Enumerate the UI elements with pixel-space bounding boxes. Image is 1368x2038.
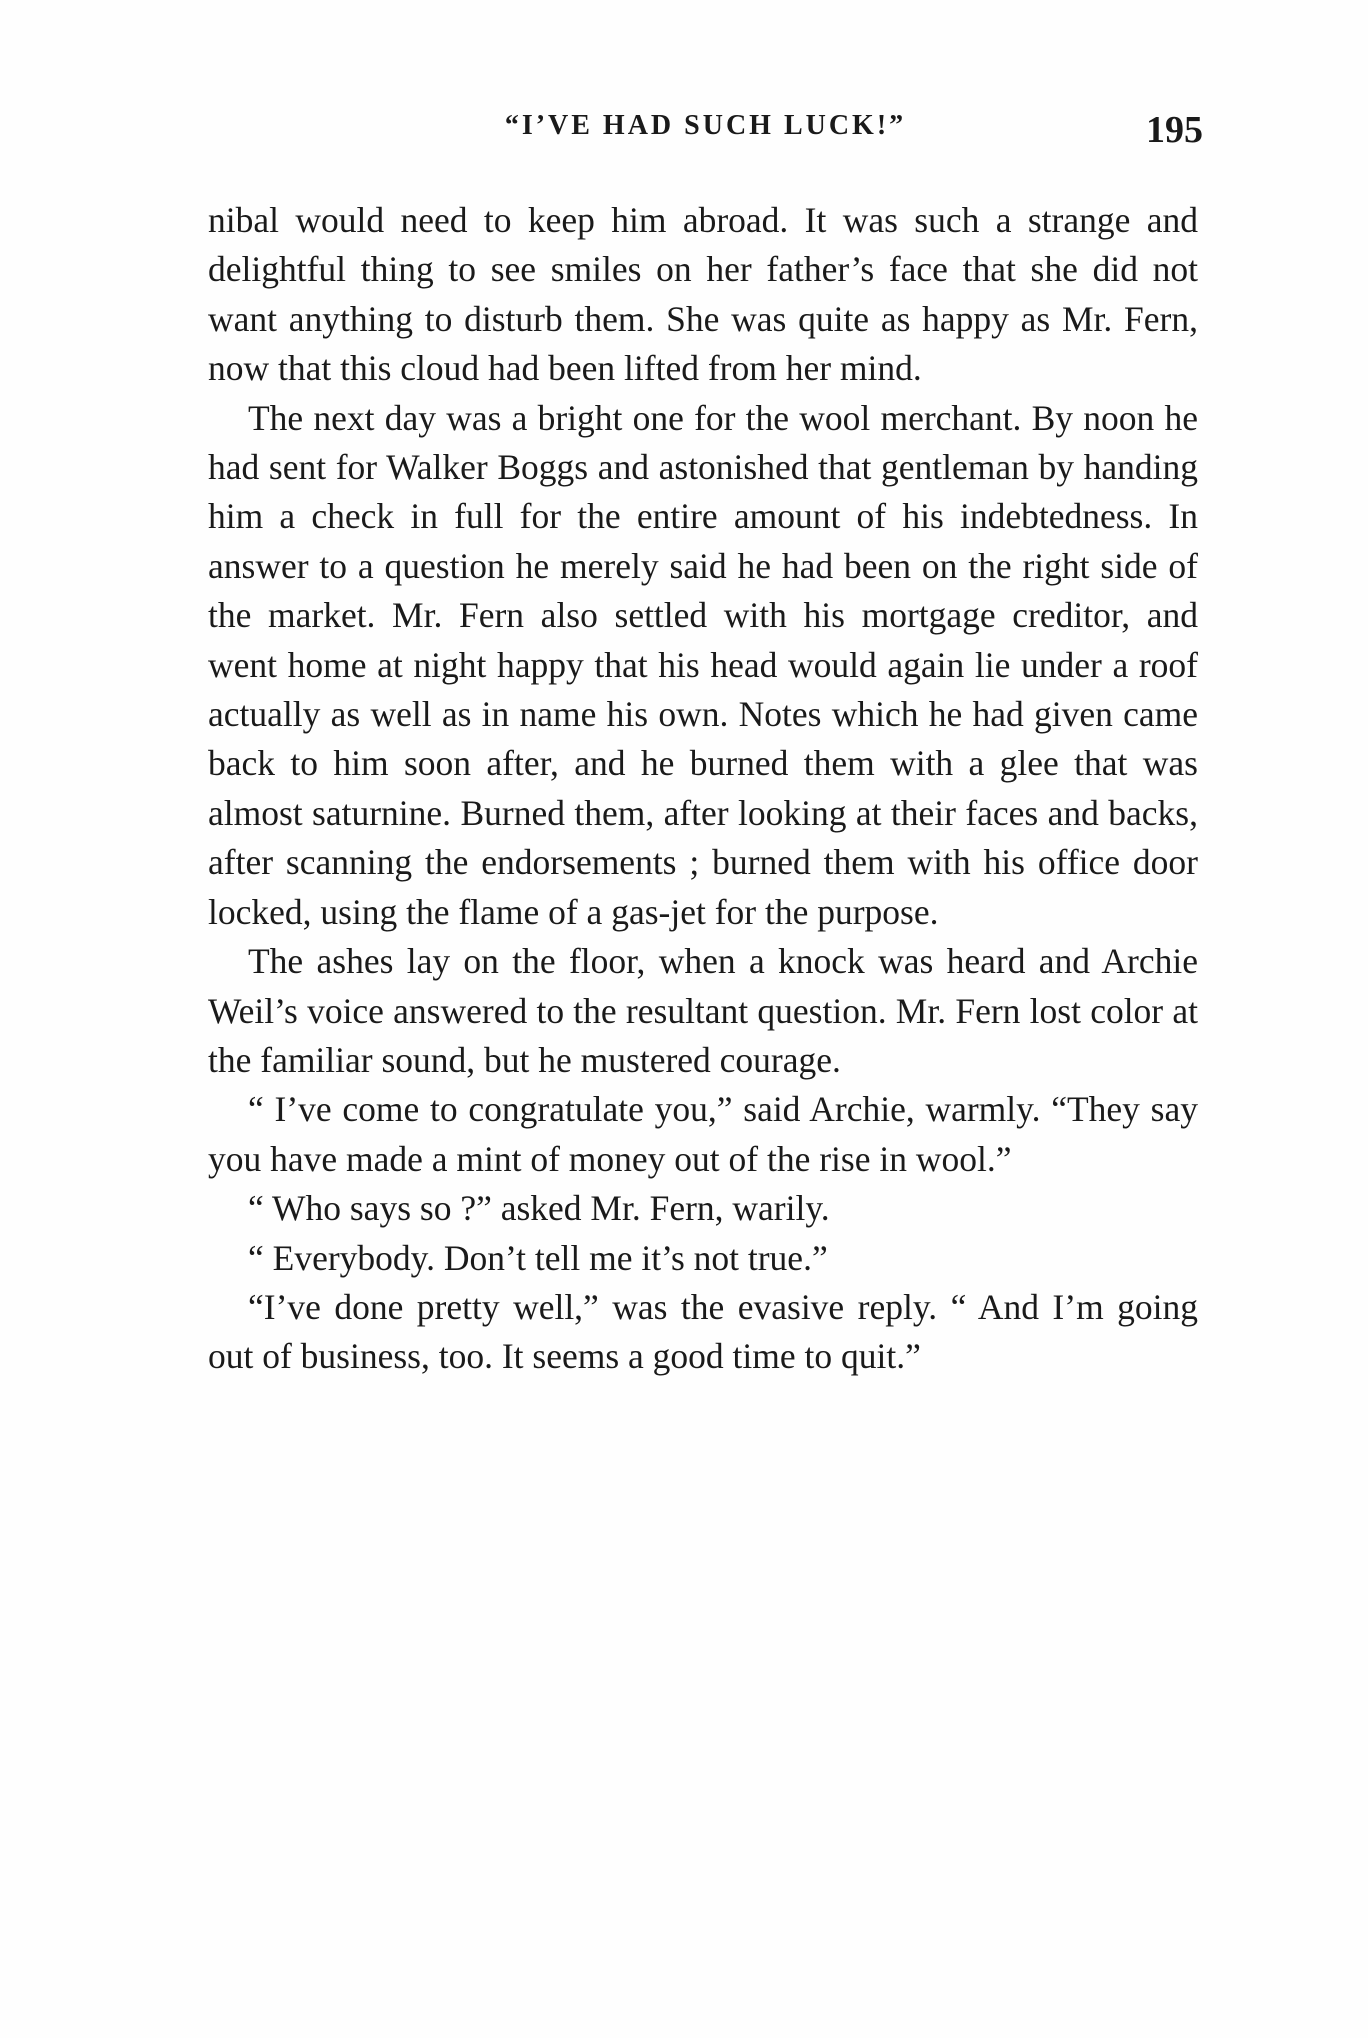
paragraph-dialogue: “I’ve done pretty well,” was the evasive reply. “ And I’m going out of business, too. It seems a good time to quit.” (208, 1286, 1198, 1377)
paragraph: The next day was a bright one for the wool merchant. By noon he had sent for Walker Boggs and astonished that gentleman by handing him a check in full for the entire amount of his indebtedness. In answer to a question he merely said he had been on the right side of the market. Mr. Fern also settled with his mortgage creditor, and went home at night happy that his head would again lie under a roof actually as well as in name his own. Notes which he had given came back to him soon after, and he burned them with a glee that was almost saturnine. Burned them, after looking at their faces and backs, after scanning the endorsements ; burned them with his office door locked, using the flame of a gas-jet for the purpose. (208, 397, 1198, 932)
page-number: 195 (1146, 109, 1203, 151)
paragraph-dialogue: “ Everybody. Don’t tell me it’s not true.” (248, 1237, 828, 1278)
running-title: “I’VE HAD SUCH LUCK!” (504, 110, 907, 141)
paragraph: The ashes lay on the floor, when a knock was heard and Archie Weil’s voice answered to the resultant question. Mr. Fern lost color at the familiar sound, but he mustered courage. (208, 941, 1198, 1080)
paragraph-continuation: nibal would need to keep him abroad. It was such a strange and delightful thing to see smiles on her father’s face that she did not want anything to disturb them. She was quite as happy as Mr. Fern, now that this cloud had been lifted from her mind. (208, 200, 1198, 389)
paragraph-dialogue: “ I’ve come to congratulate you,” said Archie, warmly. “They say you have made a mint of money out of the rise in wool.” (208, 1089, 1198, 1179)
paragraph-dialogue: “ Who says so ?” asked Mr. Fern, warily. (248, 1188, 830, 1229)
running-head (208, 108, 1203, 158)
body-text (208, 196, 1198, 1382)
